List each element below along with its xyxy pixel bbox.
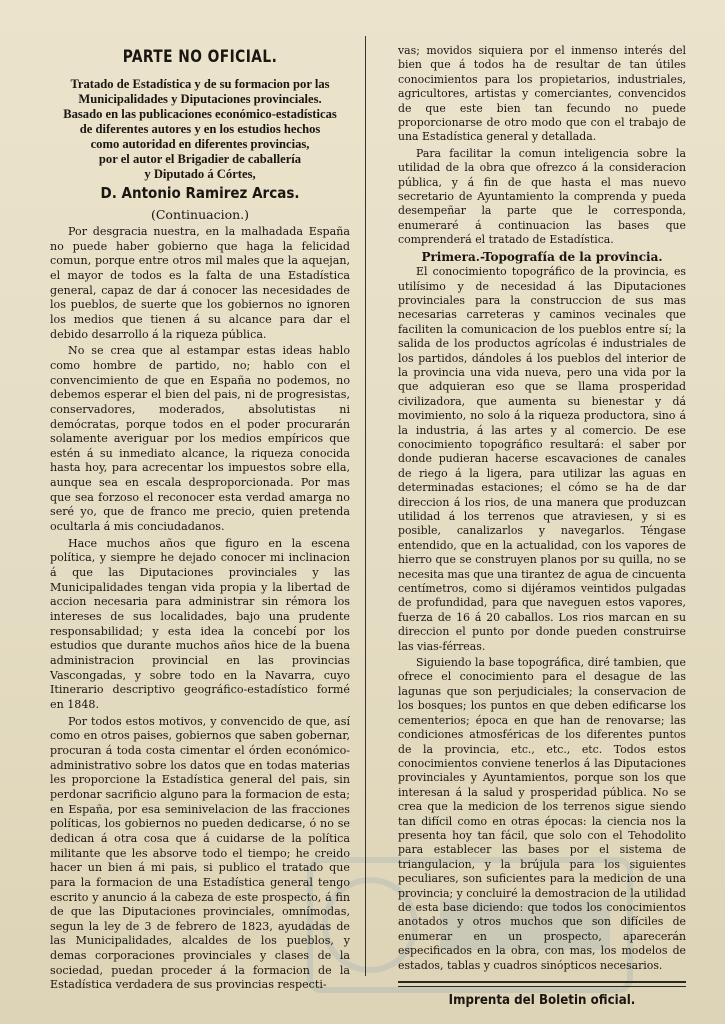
treatise-title	[50, 77, 350, 182]
imprint-line: Imprenta del Boletin oficial.	[448, 992, 636, 1008]
title-line: por el autor el Brigadier de caballería	[98, 151, 302, 166]
paragraph: vas; movidos siquiera por el inmenso interés del bien que á todos ha de resultar de tan útiles conocimientos para los propietarios, industriales, agricultores, artistas y comerciantes, convencidos de que este bien tan fecundo no puede proporcionarse de otro modo que con el trabajo de una Estadística general y detallada.	[398, 44, 686, 144]
continuation-label: (Continuacion.)	[150, 207, 250, 223]
paragraph: Por desgracia nuestra, en la malhadada España no puede haber gobierno que haga la felicidad comun, porque entre otros mil males que la aquejan, el mayor de todos es la falta de una Estadística general, capaz de dar á conocer las necesidades de los pueblos, de suerte que los gobiernos no ignoren los medios que tienen á su alcance para dar el debido desarrollo á la riqueza pública.	[50, 224, 350, 341]
paragraph: No se crea que al estampar estas ideas hablo como hombre de partido, no; hablo con el convencimiento de que en España no podemos, no debemos esperar el bien del pais, ni de progresistas, conservadores, moderados, absolutistas ni demócratas, porque todos en el poder procurarán solamente averiguar por los medios empíricos que estén á su inmediato alcance, la riqueza conocida hasta hoy, para acrecentar los impuestos sobre ella, aunque sea en escala desproporcionada. Por mas que sea forzoso el reconocer esta verdad amarga no seré yo, que de franco me precio, quien pretenda ocultarla á mis conciudadanos.	[50, 344, 350, 534]
title-line: Tratado de Estadística y de su formacion por las	[70, 76, 330, 91]
paragraph: Por todos estos motivos, y convencido de que, así como en otros paises, gobiernos que saben gobernar, procuran á toda costa cimentar el órden económico-administrativo sobre los datos que en todas materias les proporcione la Estadística general del pais, sin perdonar sacrificio alguno para la formacion de esta; en España, por esa seminivelacion de las fracciones políticas, los gobiernos no pueden dedicarse, ó no se dedican á otra cosa que á cuidarse de la política militante que les absorve todo el tiempo; he creido hacer un bien á mi pais, si publico el tratado que para la formacion de una Estadística general tengo escrito y anuncio á la cabeza de este prospecto, á fin de que las Diputaciones provinciales, omnímodas, segun la ley de 3 de febrero de 1823, ayudadas de las Municipalidades, alcaldes de los pueblos, y demas corporaciones provinciales y clases de la sociedad, puedan proceder á la formacion de la Estadística verdadera de sus provincias respecti-	[50, 714, 350, 992]
section-title-primera: Primera.-Topografía de la provincia.	[421, 249, 663, 264]
title-line: Municipalidades y Diputaciones provinciales.	[78, 91, 322, 106]
closing-rule	[398, 981, 686, 987]
column-divider	[365, 36, 366, 976]
author-name: D. Antonio Ramirez Arcas.	[100, 183, 300, 202]
paragraph: Hace muchos años que figuro en la escena política, y siempre he dejado conocer mi inclinacion á que las Diputaciones provinciales y las Municipalidades tengan vida propia y la libertad de accion necesaria para administrar sin rémora los intereses de sus localidades, bajo una prudente responsabilidad; y esta idea la concebí por los estudios que durante muchos años hice de la buena administracion provincial en las provincias Vascongadas, y sobre todo en la Navarra, cuyo Itinerario descriptivo geográfico-estadístico formé en 1848.	[50, 536, 350, 711]
title-line: de diferentes autores y en los estudios hechos	[79, 121, 321, 136]
paragraph: Para facilitar la comun inteligencia sobre la utilidad de la obra que ofrezco á la consideracion pública, y á fin de que hasta el mas nuevo secretario de Ayuntamiento la comprenda y pueda desempeñar la parte que le corresponda, enumeraré á continuacion las bases que comprenderá el tratado de Estadística.	[398, 146, 686, 247]
title-line: como autoridad en diferentes provincias,	[90, 136, 310, 151]
left-column	[50, 36, 350, 995]
paragraph: El conocimiento topográfico de la provincia, es utilísimo y de necesidad á las Diputaciones provinciales para la construccion de sus mas necesarias carreteras y caminos vecinales que faciliten la comunicacion de los pueblos entre sí; la salida de los productos agrícolas é industriales de los partidos, dándoles á los pueblos del interior de la provincia una vida nueva, pero una vida por la que adquieran eso que se llama prosperidad civilizadora, que aumenta su bienestar y dá movimiento, no solo á la riqueza productora, sino á la industria, á las artes y al comercio. De ese conocimiento topográfico resultará: el saber por donde pudieran hacerse escavaciones de canales de riego á la ligera, para utilizar las aguas en determinadas estaciones; el cómo se ha de dar direccion á los rios, de una manera que produzcan utilidad á los terrenos que atraviesen, y si es posible, canalizarlos y navegarlos. Téngase entendido, que en la actualidad, con los vapores de hierro que se construyen planos por su quilla, no se necesita mas que una tirantez de agua de cincuenta centímetros, como si dijéramos veintidos pulgadas de profundidad, para que naveguen estos vapores, fuerza de 16 á 20 caballos. Los rios marcan en su direccion el punto por donde pueden construirse las vias-férreas.	[398, 265, 686, 653]
paragraph: Siguiendo la base topográfica, diré tambien, que ofrece el conocimiento para el desague de las lagunas que son perjudiciales; la conservacion de los bosques; los puntos en que deben edificarse los cementerios; época en que han de renovarse; las condiciones atmosféricas de los diferentes puntos de la provincia, etc., etc., etc. Todos estos conocimientos conviene tenerlos á las Diputaciones provinciales y Ayuntamientos, porque son los que interesan á la salud y prosperidad pública. No se crea que la medicion de los terrenos sigue siendo tan difícil como en otras épocas: la ciencia nos la presenta hoy tan fácil, que solo con el Tehodolito para establecer las bases por el sistema de triangulacion, y la brújula para los siguientes peculiares, son suficientes para la medicion de una provincia; y concluiré la demostracion de la utilidad de esta base diciendo: que todos los conocimientos anotados y otros muchos que son difíciles de enumerar en un prospecto, aparecerán especificados en la obra, con mas, los modelos de estados, tablas y cuadros sinópticos necesarios.	[398, 656, 686, 972]
section-heading: PARTE NO OFICIAL.	[122, 47, 278, 67]
title-line: y Diputado á Córtes,	[144, 166, 256, 181]
right-column	[398, 44, 686, 1007]
title-line: Basado en las publicaciones económico-estadísticas	[63, 106, 337, 121]
